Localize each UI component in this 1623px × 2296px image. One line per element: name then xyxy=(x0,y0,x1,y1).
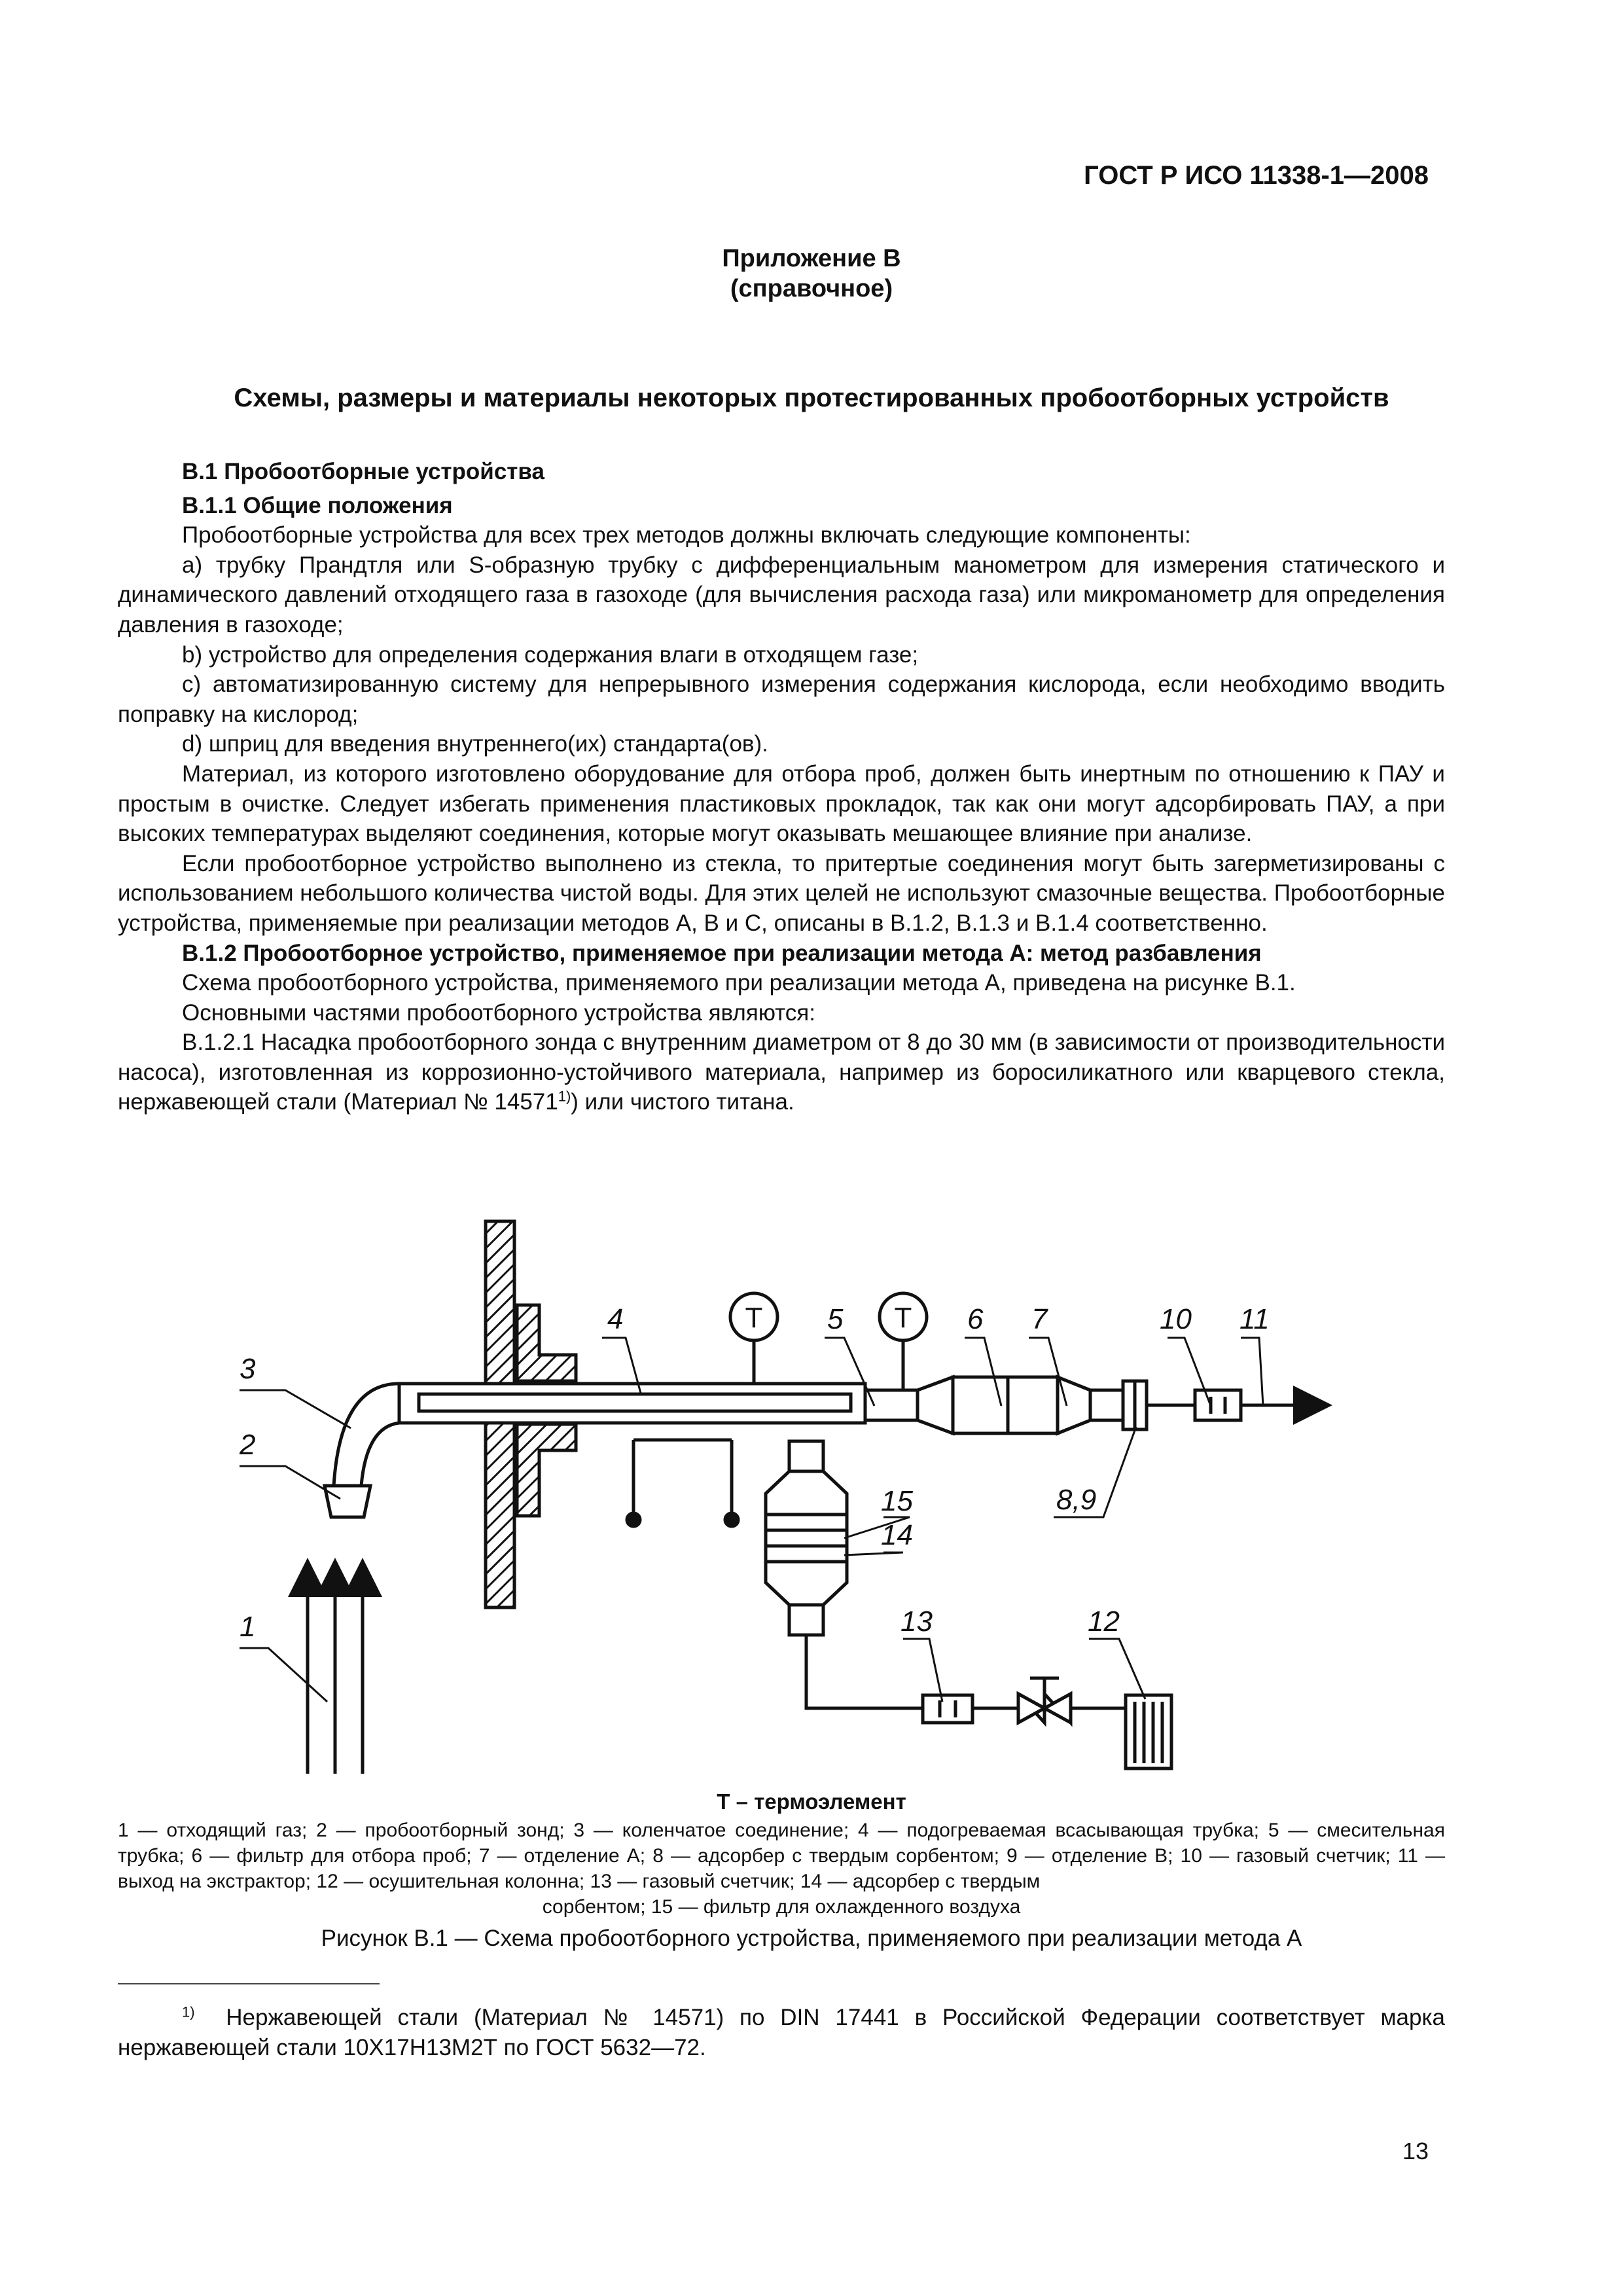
label-11: 11 xyxy=(1240,1303,1270,1335)
footnote-rule xyxy=(118,1983,380,1984)
label-8-9: 8,9 xyxy=(1056,1484,1097,1516)
section-heading-b11: В.1.1 Общие положения xyxy=(182,492,453,518)
section-heading-b1: В.1 Пробоотборные устройства xyxy=(182,459,544,484)
paragraph: Схема пробоотборного устройства, применяемого при реализации метода А, приведена на рисунке В.1. xyxy=(182,970,1296,996)
heater-terminal xyxy=(627,1513,640,1526)
thermo-symbol: T xyxy=(894,1302,912,1334)
paragraph: Основными частями пробоотборного устройства являются: xyxy=(182,999,815,1026)
label-2: 2 xyxy=(240,1429,256,1461)
thermo-symbol: T xyxy=(745,1302,763,1334)
figure-legend xyxy=(118,1818,1445,1920)
filter-cone-out xyxy=(1058,1377,1090,1433)
leader-13 xyxy=(903,1639,942,1702)
label-12: 12 xyxy=(1088,1605,1120,1638)
column-top-inlet xyxy=(789,1441,823,1471)
footnote-text: Нержавеющей стали (Материал № 14571) по DIN 17441 в Российской Федерации соответствует марка нержавеющей стали 10Х17Н13М2Т по ГОСТ 5632—72. xyxy=(118,2005,1445,2060)
inner-tube xyxy=(419,1394,851,1411)
adsorber-tube xyxy=(1090,1390,1123,1420)
list-item-c: с) автоматизированную систему для непрерывного измерения содержания кислорода, если необходимо вводить поправку на кислород; xyxy=(118,672,1445,727)
paragraph-text: В.1.2.1 Насадка пробоотборного зонда с внутренним диаметром от 8 до 30 мм (в зависимости от производительности насоса), изготовленная из коррозионно-устойчивого материала, например из боросиликатного или кварцевого стекла, нержавеющей стали (Материал № 14571 xyxy=(118,1030,1445,1115)
label-3: 3 xyxy=(240,1353,256,1385)
page-number: 13 xyxy=(1402,2138,1429,2164)
heater-terminal xyxy=(725,1513,738,1526)
leader-3 xyxy=(240,1390,351,1428)
thermo-legend: Т – термоэлемент xyxy=(717,1789,906,1814)
paragraph: Материал, из которого изготовлено оборудование для отбора проб, должен быть инертным по отношению к ПАУ и простым в очистке. Следует избегать применения пластиковых прокладок, так как они могут адсорбировать ПАУ, а при высоких температурах выделяют соединения, которые могут оказывать мешающее влияние при анализе. xyxy=(118,761,1445,847)
drying-column xyxy=(1126,1695,1171,1768)
label-6: 6 xyxy=(967,1303,984,1335)
label-10: 10 xyxy=(1160,1303,1192,1335)
label-4: 4 xyxy=(607,1303,624,1335)
leader-14 xyxy=(844,1552,903,1555)
leader-1 xyxy=(240,1648,327,1702)
list-item-a: а) трубку Прандтля или S-образную трубку с дифференциальным манометром для измерения статического и динамического давлений отходящего газа в газоходе (для вычисления расхода газа) или микроманометр для определения давления в газоходе; xyxy=(118,552,1445,637)
footnote-mark: 1) xyxy=(182,2003,195,2020)
adsorber-column xyxy=(766,1471,847,1605)
filter-cone-in xyxy=(918,1377,953,1433)
sampling-filter xyxy=(953,1377,1058,1433)
main-title: Схемы, размеры и материалы некоторых протестированных пробоотборных устройств xyxy=(234,384,1389,412)
bend-outer xyxy=(334,1384,399,1486)
legend-text-last: сорбентом; 15 — фильтр для охлажденного воздуха xyxy=(542,1896,1021,1918)
gas-meter-10 xyxy=(1195,1390,1241,1420)
paragraph-text-end: ) или чистого титана. xyxy=(571,1089,794,1115)
figure-caption: Рисунок В.1 — Схема пробоотборного устройства, применяемого при реализации метода А xyxy=(321,1926,1302,1951)
list-item-d: d) шприц для введения внутреннего(их) стандарта(ов). xyxy=(182,731,768,757)
paragraph: Пробоотборные устройства для всех трех методов должны включать следующие компоненты: xyxy=(182,522,1191,548)
gas-meter-13 xyxy=(923,1695,972,1723)
label-7: 7 xyxy=(1031,1303,1048,1335)
document-code: ГОСТ Р ИСО 11338-1—2008 xyxy=(1084,161,1429,190)
label-14: 14 xyxy=(881,1519,913,1551)
list-item-b: b) устройство для определения содержания влаги в отходящем газе; xyxy=(182,641,919,668)
bend-inner xyxy=(361,1423,399,1486)
column-outlet xyxy=(789,1605,823,1635)
return-line xyxy=(806,1635,923,1708)
appendix-subtitle: (справочное) xyxy=(730,275,893,302)
legend-text: 1 — отходящий газ; 2 — пробоотборный зонд; 3 — коленчатое соединение; 4 — подогреваемая всасывающая трубка; 5 — смесительная трубка; 6 — фильтр для отбора проб; 7 — отделение А; 8 — адсорбер с твердым сорбентом; 9 — отделение В; 10 — газовый счетчик; 11 — выход на экстрактор; 12 — осушительная колонна; 13 — газовый счетчик; 14 — адсорбер с твердым xyxy=(118,1820,1445,1892)
label-13: 13 xyxy=(901,1605,933,1638)
footnote xyxy=(118,2003,1445,2063)
appendix-title: Приложение В xyxy=(722,245,901,272)
flange-upper xyxy=(517,1305,576,1381)
probe-nozzle xyxy=(325,1486,370,1517)
label-5: 5 xyxy=(827,1303,844,1335)
label-15: 15 xyxy=(881,1485,913,1517)
leader-11 xyxy=(1241,1338,1263,1406)
paragraph: Если пробоотборное устройство выполнено из стекла, то притертые соединения могут быть загерметизированы с использованием небольшого количества чистой воды. Для этих целей не используют смазочные вещества. Пробоотборные устройства, применяемые при реализации методов А, В и С, описаны в В.1.2, В.1.3 и В.1.4 соответственно. xyxy=(118,850,1445,936)
footnote-ref: 1) xyxy=(558,1088,571,1105)
flange-lower xyxy=(517,1424,576,1516)
label-1: 1 xyxy=(240,1611,256,1643)
section-heading-b12: В.1.2 Пробоотборное устройство, применяемое при реализации метода А: метод разбавления xyxy=(182,940,1262,966)
leader-12 xyxy=(1089,1639,1145,1699)
